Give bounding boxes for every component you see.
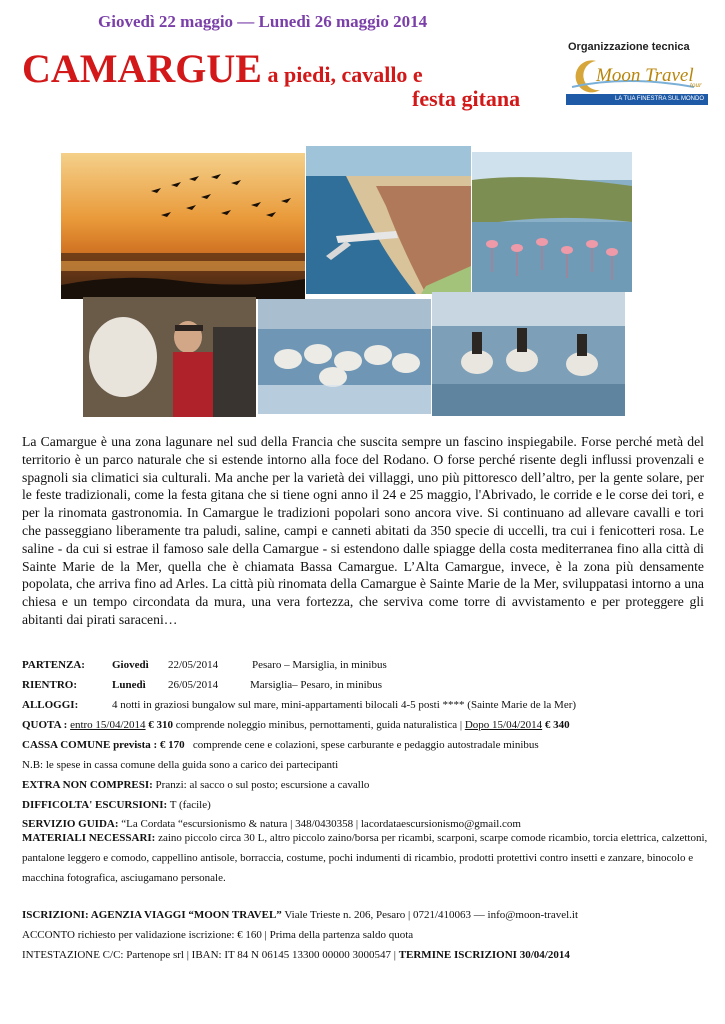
difficolta-text: T (facile) [167, 799, 211, 811]
iscrizioni-text: Viale Trieste n. 206, Pesaro | 0721/410063 — info@moon-travel.it [281, 909, 579, 921]
extra-text: Pranzi: al sacco o sul posto; escursione a cavallo [152, 779, 370, 791]
moon-travel-logo [566, 57, 708, 107]
quota-row [22, 718, 570, 732]
alloggi-row [22, 698, 576, 712]
title-line2: festa gitana [412, 86, 521, 111]
partenza-label: PARTENZA: [22, 659, 85, 671]
riders-water-photo [432, 292, 625, 416]
quota-price-late: € 340 [542, 719, 570, 731]
materiali-label: MATERIALI NECESSARI: [22, 832, 156, 844]
cassa-label: CASSA COMUNE prevista : € 170 [22, 739, 185, 751]
logo-tagline: LA TUA FINESTRA SUL MONDO [566, 94, 708, 105]
intestazione-text: INTESTAZIONE C/C: Partenope srl | IBAN: IT 84 N 06145 13300 00000 3000547 | [22, 949, 399, 961]
flamingo-sunset-photo [61, 153, 305, 299]
materiali-row [22, 828, 712, 888]
difficolta-row [22, 798, 211, 812]
horses-water-photo [258, 299, 431, 414]
title-suffix: a piedi, cavallo e [261, 62, 423, 87]
quota-label: QUOTA : [22, 719, 68, 731]
extra-row [22, 778, 369, 792]
iscrizioni-row [22, 908, 578, 922]
quota-price-early: € 310 [145, 719, 174, 731]
intestazione-row [22, 948, 570, 962]
rientro-label: RIENTRO: [22, 679, 78, 691]
nb-row: N.B: le spese in cassa comune della guida sono a carico dei partecipanti [22, 759, 339, 771]
extra-label: EXTRA NON COMPRESI: [22, 779, 153, 791]
quota-dopo: Dopo 15/04/2014 [464, 719, 543, 731]
title-camargue: CAMARGUE [22, 46, 262, 91]
logo-name: Moon Travel [596, 65, 694, 86]
guida-text: “La Cordata “escursionismo & natura | 348/0430358 | lacordataescursionismo@gmail.com [118, 818, 521, 830]
iscrizioni-label: ISCRIZIONI: AGENZIA VIAGGI “MOON TRAVEL” [22, 909, 282, 921]
rientro-date: 26/05/2014 [168, 679, 219, 691]
rientro-row [22, 678, 382, 692]
organizer-label: Organizzazione tecnica [568, 41, 690, 53]
gardian-horses-photo [83, 297, 256, 417]
partenza-route: Pesaro – Marsiglia, in minibus [252, 659, 387, 671]
alloggi-text: 4 notti in graziosi bungalow sul mare, mini-appartamenti bilocali 4-5 posti **** (Sainte Marie de la Mer) [112, 699, 577, 711]
rientro-day: Lunedì [112, 679, 146, 691]
guida-label: SERVIZIO GUIDA: [22, 818, 119, 830]
page-title [22, 47, 423, 97]
flamingos-lagoon-photo [472, 152, 632, 292]
logo-small: tour [690, 81, 702, 89]
quota-desc: comprende noleggio minibus, pernottamenti, guida naturalistica | [173, 719, 465, 731]
difficolta-label: DIFFICOLTA' ESCURSIONI: [22, 799, 168, 811]
trip-dates: Giovedì 22 maggio — Lunedì 26 maggio 2014 [98, 12, 428, 31]
acconto-row: ACCONTO richiesto per validazione iscrizione: € 160 | Prima della partenza saldo quota [22, 929, 414, 941]
materiali-text: zaino piccolo circa 30 L, altro piccolo zaino/borsa per ricambi, scarponi, scarpe comode ricambio, torcia elettrica, calzettoni, pantalone leggero e comodo, cappellino antisole, borraccia, costume, pochi indumenti di ricambio, prodotti protettivi contro insetti e zanzare, binocolo e macchina fotografica, asciugamano personale. [22, 832, 708, 884]
termine-iscrizioni: TERMINE ISCRIZIONI 30/04/2014 [398, 949, 570, 961]
rientro-route: Marsiglia– Pesaro, in minibus [250, 679, 382, 691]
partenza-row [22, 658, 387, 672]
aerial-town-photo [306, 146, 471, 294]
partenza-day: Giovedì [112, 659, 149, 671]
partenza-date: 22/05/2014 [168, 659, 219, 671]
cassa-text: comprende cene e colazioni, spese carburante e pedaggio autostradale minibus [192, 739, 539, 751]
quota-entro: entro 15/04/2014 [70, 719, 146, 731]
cassa-row [22, 738, 539, 752]
alloggi-label: ALLOGGI: [22, 699, 79, 711]
intro-paragraph: La Camargue è una zona lagunare nel sud della Francia che suscita sempre un fascino inspiegabile. Forse perché metà del territorio è un parco naturale che si estende intorno alla foce del Rodano. O forse perché risente degli influssi provenzali e spagnoli sia climatici sia culturali. Ma anche per la varietà dei villaggi, uno più pittoresco dell’altro, per la gente solare, per le feste tradizionali, come la festa gitana che si tiene ogni anno il 24 e 25 maggio, l'Abrivado, le corride e le corse dei tori, e per la rinomata gastronomia. In Camargue le tradizioni popolari sono ancora vive. Si continuano ad allevare cavalli e tori che passeggiano liberamente tra paludi, saline, campi e canneti abitati da 350 specie di uccelli, tra cui i fenicotteri rosa. Le saline - da cui si estrae il famoso sale della Camargue - si estendono dalle spiagge della costa mediterranea fino alla città di Sainte Marie de la Mer, quella che è chiamata Bassa Camargue. L’Alta Camargue, invece, è la zona più densamente popolata, che arriva fino ad Arles. La città più rinomata della Camargue è Sainte Marie de la Mer, sviluppatasi intorno a una chiesa e un tempo circondata da mura, una vera fortezza, che serviva come torre di avvistamento e per proteggere gli abitanti dai pirati saraceni… [22, 434, 704, 627]
